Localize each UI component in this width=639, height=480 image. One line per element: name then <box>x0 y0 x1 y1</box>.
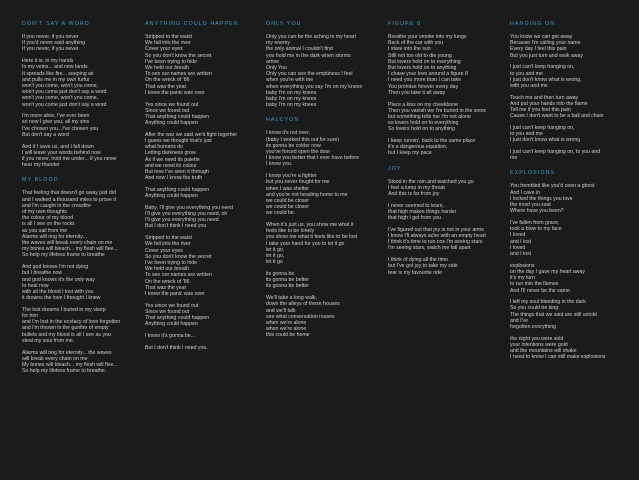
lyric-line: That anything could happen <box>145 186 210 193</box>
lyric-line: won't you come, won't you come, <box>22 95 99 102</box>
lyric-line: But don't say a word <box>22 131 69 138</box>
lyric-line: But lovers hold on to everything <box>388 58 461 65</box>
lyric-line: that high makes things harder <box>388 208 457 215</box>
lyric-line: my bones will bleach... my flesh will flee... <box>22 246 118 253</box>
stanza <box>145 205 261 230</box>
lyric-line: let it go, <box>266 253 285 260</box>
lyric-line: I guess we thought that's just <box>145 138 212 145</box>
lyric-line: its gonna be better <box>266 277 309 284</box>
lyric-line: and I've <box>510 317 529 324</box>
stanza <box>266 222 382 265</box>
lyric-line: Place a kiss on my cheekbone <box>388 101 459 108</box>
lyric-line: That anything could happen <box>145 315 210 322</box>
lyric-line: the waves will break every chain on me <box>22 239 113 246</box>
lyric-line: what humans do <box>145 144 184 151</box>
lyric-line: I just can't keep hanging on, to you and <box>510 149 601 156</box>
lyric-line: But I don't think I need you. <box>145 344 208 351</box>
song-title: ANYTHING COULD HAPPEN <box>145 21 239 27</box>
lyric-line: The lost dreams I buried in my sleep <box>22 306 106 313</box>
stanza <box>22 307 138 344</box>
lyric-line: let it go, <box>266 246 285 253</box>
lyric-line: My bones will bleach... my flesh will flee... <box>22 361 118 368</box>
stanza <box>510 183 626 214</box>
lyric-line: and I'm lost in the ecstacy of love forgotten <box>22 319 121 326</box>
lyric-line: I chase your love around a figure 8 <box>388 71 468 78</box>
lyric-line: So you could be king <box>510 305 559 312</box>
lyric-line: with all the blood I lost with you <box>22 288 94 295</box>
lyric-line: on the day I gave my heart away <box>510 268 585 275</box>
lyric-line: Cause I don't want to be a ball and chain <box>510 113 604 120</box>
stanza <box>510 220 626 257</box>
lyric-line: this could be home <box>266 332 310 339</box>
stanza <box>510 263 626 294</box>
lyric-line: I just can't keep hanging on, <box>510 64 575 71</box>
song-title: MY BLOOD <box>22 177 59 184</box>
stanza <box>388 34 504 96</box>
stanza <box>266 295 382 338</box>
lyric-line: if you never, hold me under... if you never <box>22 155 117 162</box>
lyric-line: I've fallen from grace, <box>510 219 560 226</box>
lyric-line: I just don't know what is wrong <box>510 137 581 144</box>
stanza <box>266 271 382 290</box>
lyric-line: So help my lifeless frame to breathe. <box>22 368 107 375</box>
song-block <box>22 177 138 374</box>
lyric-line: but you never fought for me <box>266 179 330 186</box>
stanza <box>22 190 138 258</box>
stanza <box>145 235 261 297</box>
lyric-line: Baby, I'll give you everything you need <box>145 204 233 211</box>
lyric-line: I know you better that I ever have before <box>266 155 359 162</box>
lyric-line: I will leave your words behind now <box>22 149 101 156</box>
lyric-line: I'll give you everything you need <box>145 217 219 224</box>
lyric-line: Touch me and then turn away <box>510 94 579 101</box>
lyric-line: I locked the things you love <box>510 195 573 202</box>
lyric-line: I know it's gonna be... <box>145 333 196 340</box>
lyric-line: I need to know I can still make explosions <box>510 354 606 361</box>
lyric-line: Only You <box>266 65 287 72</box>
stanza <box>388 257 504 276</box>
lyric-line: fear is my favourite ride <box>388 269 442 276</box>
lyric-line: arrive <box>266 58 279 65</box>
lyric-line: And now I know the truth <box>145 175 203 182</box>
stanza <box>266 34 382 108</box>
lyric-line: That feeling that doesn't go away just did <box>22 190 116 197</box>
lyric-line: steal my soul from me. <box>22 337 75 344</box>
lyric-line: when we're alone <box>266 319 307 326</box>
song-title: DON'T SAY A WORD <box>22 21 90 27</box>
lyric-line: I need you more than I can take <box>388 77 461 84</box>
song-block <box>388 21 504 157</box>
lyric-line: That anything could happen <box>145 113 210 120</box>
lyric-line: But now I've seen it through <box>145 169 209 176</box>
lyric-line: let it go <box>266 259 283 266</box>
song-title: HALCYON <box>266 117 300 124</box>
lyric-line: won't you come just don't say a word <box>22 101 107 108</box>
lyric-line: you show me what it feels like to be lost <box>266 234 358 241</box>
lyric-line: to heal now <box>22 282 49 289</box>
lyric-line: I loved <box>510 232 526 239</box>
lyric-line: So help my lifeless frame to breathe <box>22 252 105 259</box>
lyric-line: Since we found out <box>145 308 190 315</box>
lyric-line: But lovers hold on to anything <box>388 65 457 72</box>
stanza <box>388 179 504 198</box>
lyric-line: I think of dying all the time <box>388 257 448 264</box>
lyric-line: hear my thunder <box>22 162 60 169</box>
lyric-line: and I walked a thousand miles to prove it <box>22 196 117 203</box>
lyric-line: We fall into the river <box>145 40 191 47</box>
lyric-line: I take your hand for you to let it go <box>266 240 345 247</box>
stanza <box>510 149 626 161</box>
lyric-line: Yes since we found out <box>145 302 199 309</box>
lyric-line: Only you can be the aching in my heart <box>266 34 356 40</box>
lyric-line: but something tells me I'm not alone <box>388 113 471 120</box>
lyric-line: so lovers hold on to everything <box>388 120 459 127</box>
lyric-line: took a blow to my face <box>510 226 562 233</box>
lyric-line: And I'll never be the same. <box>510 287 572 294</box>
lyric-line: And god knows I'm not dying <box>22 264 89 271</box>
lyric-line: explosions <box>510 262 535 269</box>
lyric-line: You trembled like you'd seen a ghost <box>510 183 595 190</box>
song-block <box>266 21 382 108</box>
stanza <box>510 34 626 59</box>
song-block <box>388 166 504 276</box>
lyric-line: Alarms will ring for eternity... <box>22 233 87 240</box>
lyric-line: Because I'm calling your name <box>510 40 581 47</box>
lyric-line: The things that we said are still untold <box>510 311 597 318</box>
stanza <box>22 34 138 53</box>
lyric-line: we could be closer <box>266 197 309 204</box>
lyric-line: we could be closer <box>266 204 309 211</box>
lyric-line: to you and me <box>510 131 543 138</box>
lyric-line: the colour of my blood <box>22 215 74 222</box>
lyric-line: Stripped to the waist <box>145 235 193 242</box>
lyric-line: I knew the panic was over <box>145 291 205 298</box>
stanza <box>510 336 626 361</box>
stanza <box>22 144 138 169</box>
lyric-line: and the mountains will shake <box>510 348 577 355</box>
lyric-line: Every day I feel this pain <box>510 46 567 53</box>
song-title: EXPLOSIONS <box>510 170 556 177</box>
lyric-line: Anything could happen <box>145 321 198 328</box>
lyric-line: If you'd never said anything <box>22 40 85 47</box>
lyric-line: I left my soul bleeding in the dark <box>510 299 586 306</box>
lyric-line: when we're alone <box>266 326 307 333</box>
lyric-line: And this is far from joy <box>388 191 440 198</box>
lyrics-column-4 <box>388 21 504 285</box>
lyric-line: its gonna be colder now <box>266 142 321 149</box>
lyric-line: baby I'm on my knees <box>266 102 317 109</box>
stanza <box>388 102 504 133</box>
lyric-line: Letting darkness grow <box>145 150 196 157</box>
lyric-line: will break every chain on me <box>22 355 88 362</box>
lyric-line: To see our names are written <box>145 272 212 279</box>
lyric-line: I never seemed to learn, <box>388 202 444 209</box>
lyric-line: On the wreck of '86 <box>145 278 190 285</box>
lyric-line: when everything you say I'm on my knees <box>266 83 363 90</box>
lyric-line: the night you were sold <box>510 335 564 342</box>
lyric-line: Cover your eyes <box>145 247 183 254</box>
lyric-line: I'll give you everything you need, oh <box>145 211 228 218</box>
lyric-line: So you don't know the secret <box>145 253 212 260</box>
lyric-line: We'll take a long walk, <box>266 295 318 302</box>
lyric-line: Since we found out <box>145 107 190 114</box>
lyric-line: As if we need its palette <box>145 156 200 163</box>
lyric-line: its gonna be better <box>266 283 309 290</box>
stanza <box>145 333 261 339</box>
lyric-line: Still not too old to die young <box>388 52 452 59</box>
lyric-line: I think it's time to run cos I'm seeing stars <box>388 239 483 246</box>
stanza <box>22 350 138 375</box>
lyric-line: and god knows it's the only way <box>22 276 95 283</box>
lyric-line: it's my turn <box>510 275 535 282</box>
lyric-line: it drowns the love I thought I knew <box>22 295 101 302</box>
lyric-line: But I don't think I need you <box>145 223 207 230</box>
lyrics-column-5 <box>510 21 626 370</box>
lyric-line: And put your hands into the flame <box>510 100 588 107</box>
lyric-line: I know I'll always ache with an empty heart <box>388 233 486 240</box>
lyric-line: We held our breath <box>145 65 190 72</box>
lyrics-column-2 <box>145 21 261 360</box>
lyric-line: (baby I worked this out for sure) <box>266 136 339 143</box>
song-block <box>510 170 626 360</box>
lyric-line: but I breathe now <box>22 270 63 277</box>
lyric-line: We held our breath <box>145 266 190 273</box>
lyric-line: Only you can see the emptiness I feel <box>266 71 353 78</box>
lyric-line: bullets and my blood is all I see as you <box>22 331 111 338</box>
stanza <box>266 173 382 216</box>
song-block <box>510 21 626 161</box>
lyric-line: I feel a lump in my throat <box>388 184 445 191</box>
lyric-line: and we need its colour <box>145 162 197 169</box>
lyric-line: I just can't keep hanging on, <box>510 124 575 131</box>
lyric-line: Stood in the rain and watched you go <box>388 178 474 185</box>
lyric-line: down the alleys of these houses <box>266 301 340 308</box>
lyric-line: to run into the flames <box>510 281 559 288</box>
song-block <box>145 21 261 351</box>
lyric-line: But you just turn and walk away <box>510 52 583 59</box>
lyric-line: Anything could happen <box>145 120 198 127</box>
lyric-line: In my veins... and new lands <box>22 64 88 71</box>
lyric-line: as you sail from me <box>22 227 67 234</box>
stanza <box>145 132 261 182</box>
lyric-line: I knew the panic was over <box>145 89 205 96</box>
lyrics-column-3 <box>266 21 382 348</box>
lyric-line: Back of the car with you <box>388 40 444 47</box>
lyric-line: Where have you been? <box>510 208 564 215</box>
song-block <box>266 117 382 338</box>
stanza <box>22 113 138 138</box>
lyric-line: forgotten everything <box>510 324 556 331</box>
stanza <box>145 303 261 328</box>
lyric-line: Here it is, in my hands <box>22 58 74 65</box>
lyric-line: Then you take it all away <box>388 89 446 96</box>
lyric-line: its gonna be <box>266 271 295 277</box>
lyric-line: We fall into the river <box>145 241 191 248</box>
lyric-line: and I lost <box>510 250 532 257</box>
lyric-line: I know you're a fighter <box>266 173 317 180</box>
lyric-line: baby I'm on my knees <box>266 96 317 103</box>
song-title: JOY <box>388 165 402 172</box>
lyric-line: you've forced open the door <box>266 149 331 156</box>
stanza <box>510 125 626 144</box>
song-block <box>22 21 138 168</box>
lyric-line: So you don't know the secret <box>145 52 212 59</box>
lyric-line: your intentions were gold <box>510 341 568 348</box>
lyric-line: I'm seeing stars, watch me fall apart <box>388 245 471 252</box>
lyric-line: that high I get from you <box>388 215 442 222</box>
lyric-line: I've been trying to hide <box>145 58 198 65</box>
lyric-line: the most you said <box>510 202 551 209</box>
lyric-line: Stripped to the waist <box>145 34 193 40</box>
lyric-line: I've chosen you...I've chosen you <box>22 125 99 132</box>
stanza <box>510 95 626 120</box>
lyric-line: me <box>510 155 518 162</box>
lyric-line: for him <box>22 313 38 320</box>
lyric-line: You know we can get away <box>510 34 573 40</box>
stanza <box>145 34 261 96</box>
lyric-line: won't you come, won't you come, <box>22 82 99 89</box>
lyric-line: If you never, if you never <box>22 46 79 53</box>
lyric-line: Tell me if you feel this pain <box>510 107 571 114</box>
stanza <box>388 138 504 157</box>
lyric-line: If you never, if you never <box>22 34 79 40</box>
song-title: ONLY YOU <box>266 21 302 27</box>
lyric-line: To see our names are written <box>145 71 212 78</box>
stanza <box>22 264 138 301</box>
lyric-line: That was the year <box>145 83 187 90</box>
lyric-line: Cover your eyes <box>145 46 183 53</box>
lyric-line: And I cave in <box>510 189 540 196</box>
lyric-line: Anything could happen <box>145 193 198 200</box>
stanza <box>22 58 138 108</box>
stanza <box>510 299 626 330</box>
lyric-line: the only animal I couldn't find <box>266 46 333 53</box>
lyric-line: I'm more alive, I've ever been <box>22 113 90 120</box>
lyric-line: and you're not heading home to me <box>266 191 348 198</box>
lyric-line: when you're with me <box>266 77 314 84</box>
lyric-line: Alarms will ring for eternity... the waves <box>22 349 112 356</box>
lyric-line: you hold me in the dark when storms <box>266 52 351 59</box>
lyric-line: I've been trying to hide <box>145 260 198 266</box>
lyric-line: I know it's not over, <box>266 130 310 137</box>
lyric-line: baby I'm on my knees <box>266 89 317 96</box>
lyric-line: but I keep my pace <box>388 150 432 157</box>
song-title: HANGING ON <box>510 21 556 27</box>
lyric-line: So lovers hold on to anything <box>388 126 455 133</box>
lyric-line: I loved <box>510 244 526 251</box>
lyric-line: and I'm caught in the crossfire <box>22 202 92 209</box>
lyric-line: I've figured out that joy is not in your arms <box>388 226 484 233</box>
lyric-line: it's a dangerous equation, <box>388 144 448 151</box>
lyric-line: And if I save us, and I fall down <box>22 143 94 150</box>
lyric-line: we could be. <box>266 210 296 217</box>
lyric-line: Yes since we found out <box>145 101 199 108</box>
stanza <box>388 203 504 222</box>
lyric-line: and we'll talk <box>266 307 296 314</box>
lyric-line: After the war we said we'd fight together <box>145 131 238 138</box>
song-title: FIGURE 8 <box>388 21 422 27</box>
lyric-line: feels like to be lonely <box>266 228 315 235</box>
lyric-line: I just don't know what is wrong, <box>510 76 582 83</box>
lyric-line: won't you come just don't say a word <box>22 89 107 96</box>
lyric-line: I keep runnin', back to the same place <box>388 138 476 145</box>
lyric-line: and pulls me in my own furfur <box>22 76 90 83</box>
lyric-line: It spreads like fire... seeping air <box>22 70 94 77</box>
lyric-line: and I'm thrown in the gunfire of empty <box>22 325 109 332</box>
stanza <box>145 187 261 199</box>
lyric-line: On the wreck of '86 <box>145 77 190 84</box>
lyric-line: Breathe your smoke into my lungs <box>388 34 467 40</box>
lyric-line: Then you vanish we I'm buried in the snow <box>388 107 486 114</box>
lyric-line: You promise forever every day <box>388 83 459 90</box>
lyric-line: so now I give you, all my sins <box>22 119 90 126</box>
lyric-line: but I've got joy to take my side <box>388 263 458 270</box>
stanza <box>145 102 261 127</box>
lyric-line: my enemy <box>266 40 290 47</box>
stanza <box>145 345 261 351</box>
lyric-line: see what conversation rouses <box>266 313 335 320</box>
lyric-line: to you and me <box>510 70 543 77</box>
lyric-line: I know you. <box>266 161 293 168</box>
stanza <box>388 227 504 252</box>
lyrics-column-1 <box>22 21 138 383</box>
lyric-line: and I lost <box>510 238 532 245</box>
stanza <box>266 130 382 167</box>
lyric-line: That was the year <box>145 284 187 291</box>
lyric-line: with you and me <box>510 82 548 89</box>
stanza <box>510 64 626 89</box>
lyric-line: when I was shelter <box>266 185 309 192</box>
lyric-line: When it's just us, you show me what it <box>266 222 354 229</box>
lyric-line: I stare into the sun <box>388 46 431 53</box>
lyric-line: is all I see on the rocks <box>22 221 75 228</box>
lyric-line: of my own thoughts <box>22 208 67 215</box>
